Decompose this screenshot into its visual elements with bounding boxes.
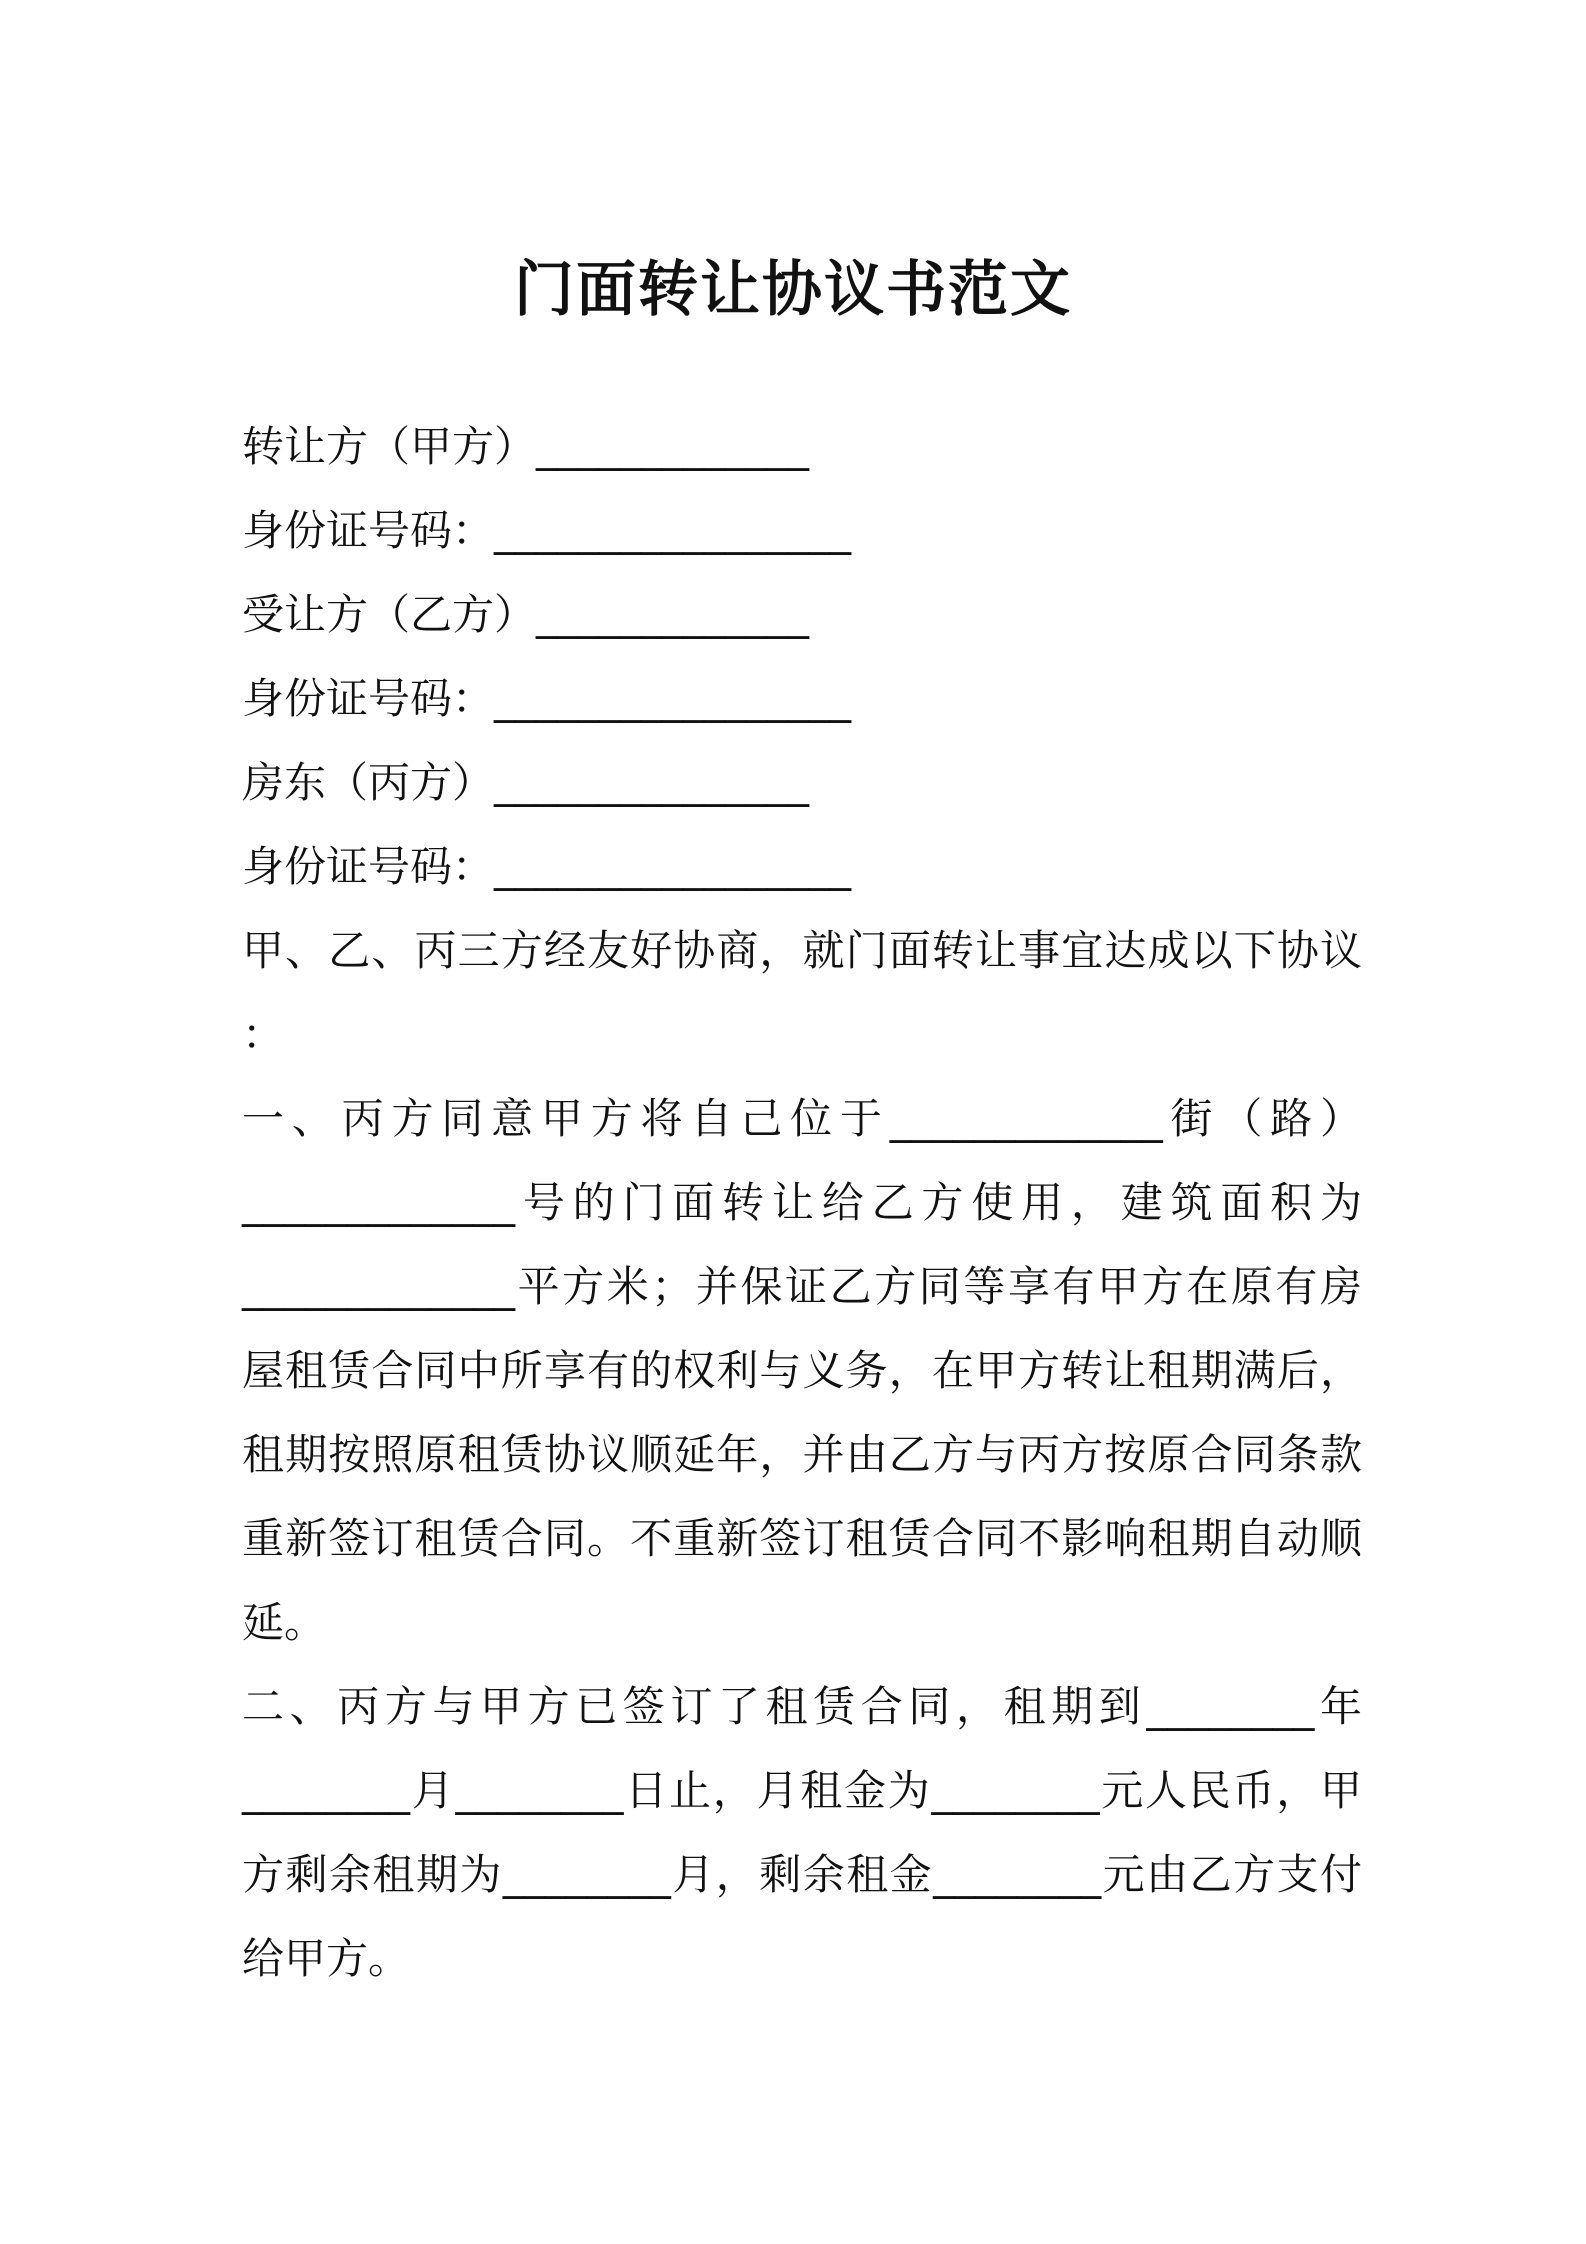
- clause-1-line-2: _____________号的门面转让给乙方使用，建筑面积为: [242, 1178, 1362, 1227]
- document-title: 门面转让协议书范文: [514, 255, 1072, 325]
- clause-1-line-6: 重新签订租赁合同。不重新签订租赁合同不影响租期自动顺: [242, 1514, 1362, 1563]
- clause-2-line-4: 给甲方。: [242, 1934, 411, 1983]
- landlord-line: 房东（丙方）_______________: [242, 758, 810, 807]
- clause-2-line-1: 二、丙方与甲方已签订了租赁合同，租期到________年: [242, 1682, 1362, 1731]
- transferee-line: 受让方（乙方）_____________: [242, 590, 810, 639]
- transferor-id-line: 身份证号码：_________________: [242, 506, 852, 555]
- intro-line: 甲、乙、丙三方经友好协商，就门面转让事宜达成以下协议: [242, 926, 1362, 975]
- document-body: [242, 405, 1362, 2001]
- intro-line-end: ：: [242, 1010, 285, 1059]
- landlord-id-line: 身份证号码：_________________: [242, 842, 852, 891]
- clause-2-line-3: 方剩余租期为________月，剩余租金________元由乙方支付: [242, 1850, 1362, 1899]
- clause-1-line-1: 一、丙方同意甲方将自己位于_____________街（路）: [242, 1094, 1362, 1143]
- clause-2-line-2: ________月________日止，月租金为________元人民币，甲: [242, 1766, 1362, 1815]
- clause-1-line-5: 租期按照原租赁协议顺延年，并由乙方与丙方按原合同条款: [242, 1430, 1362, 1479]
- clause-1-line-4: 屋租赁合同中所享有的权利与义务，在甲方转让租期满后，: [242, 1346, 1362, 1395]
- transferor-line: 转让方（甲方）_____________: [242, 422, 810, 471]
- clause-1-line-3: _____________平方米；并保证乙方同等享有甲方在原有房: [242, 1262, 1362, 1311]
- transferee-id-line: 身份证号码：_________________: [242, 674, 852, 723]
- clause-1-line-7: 延。: [242, 1598, 327, 1647]
